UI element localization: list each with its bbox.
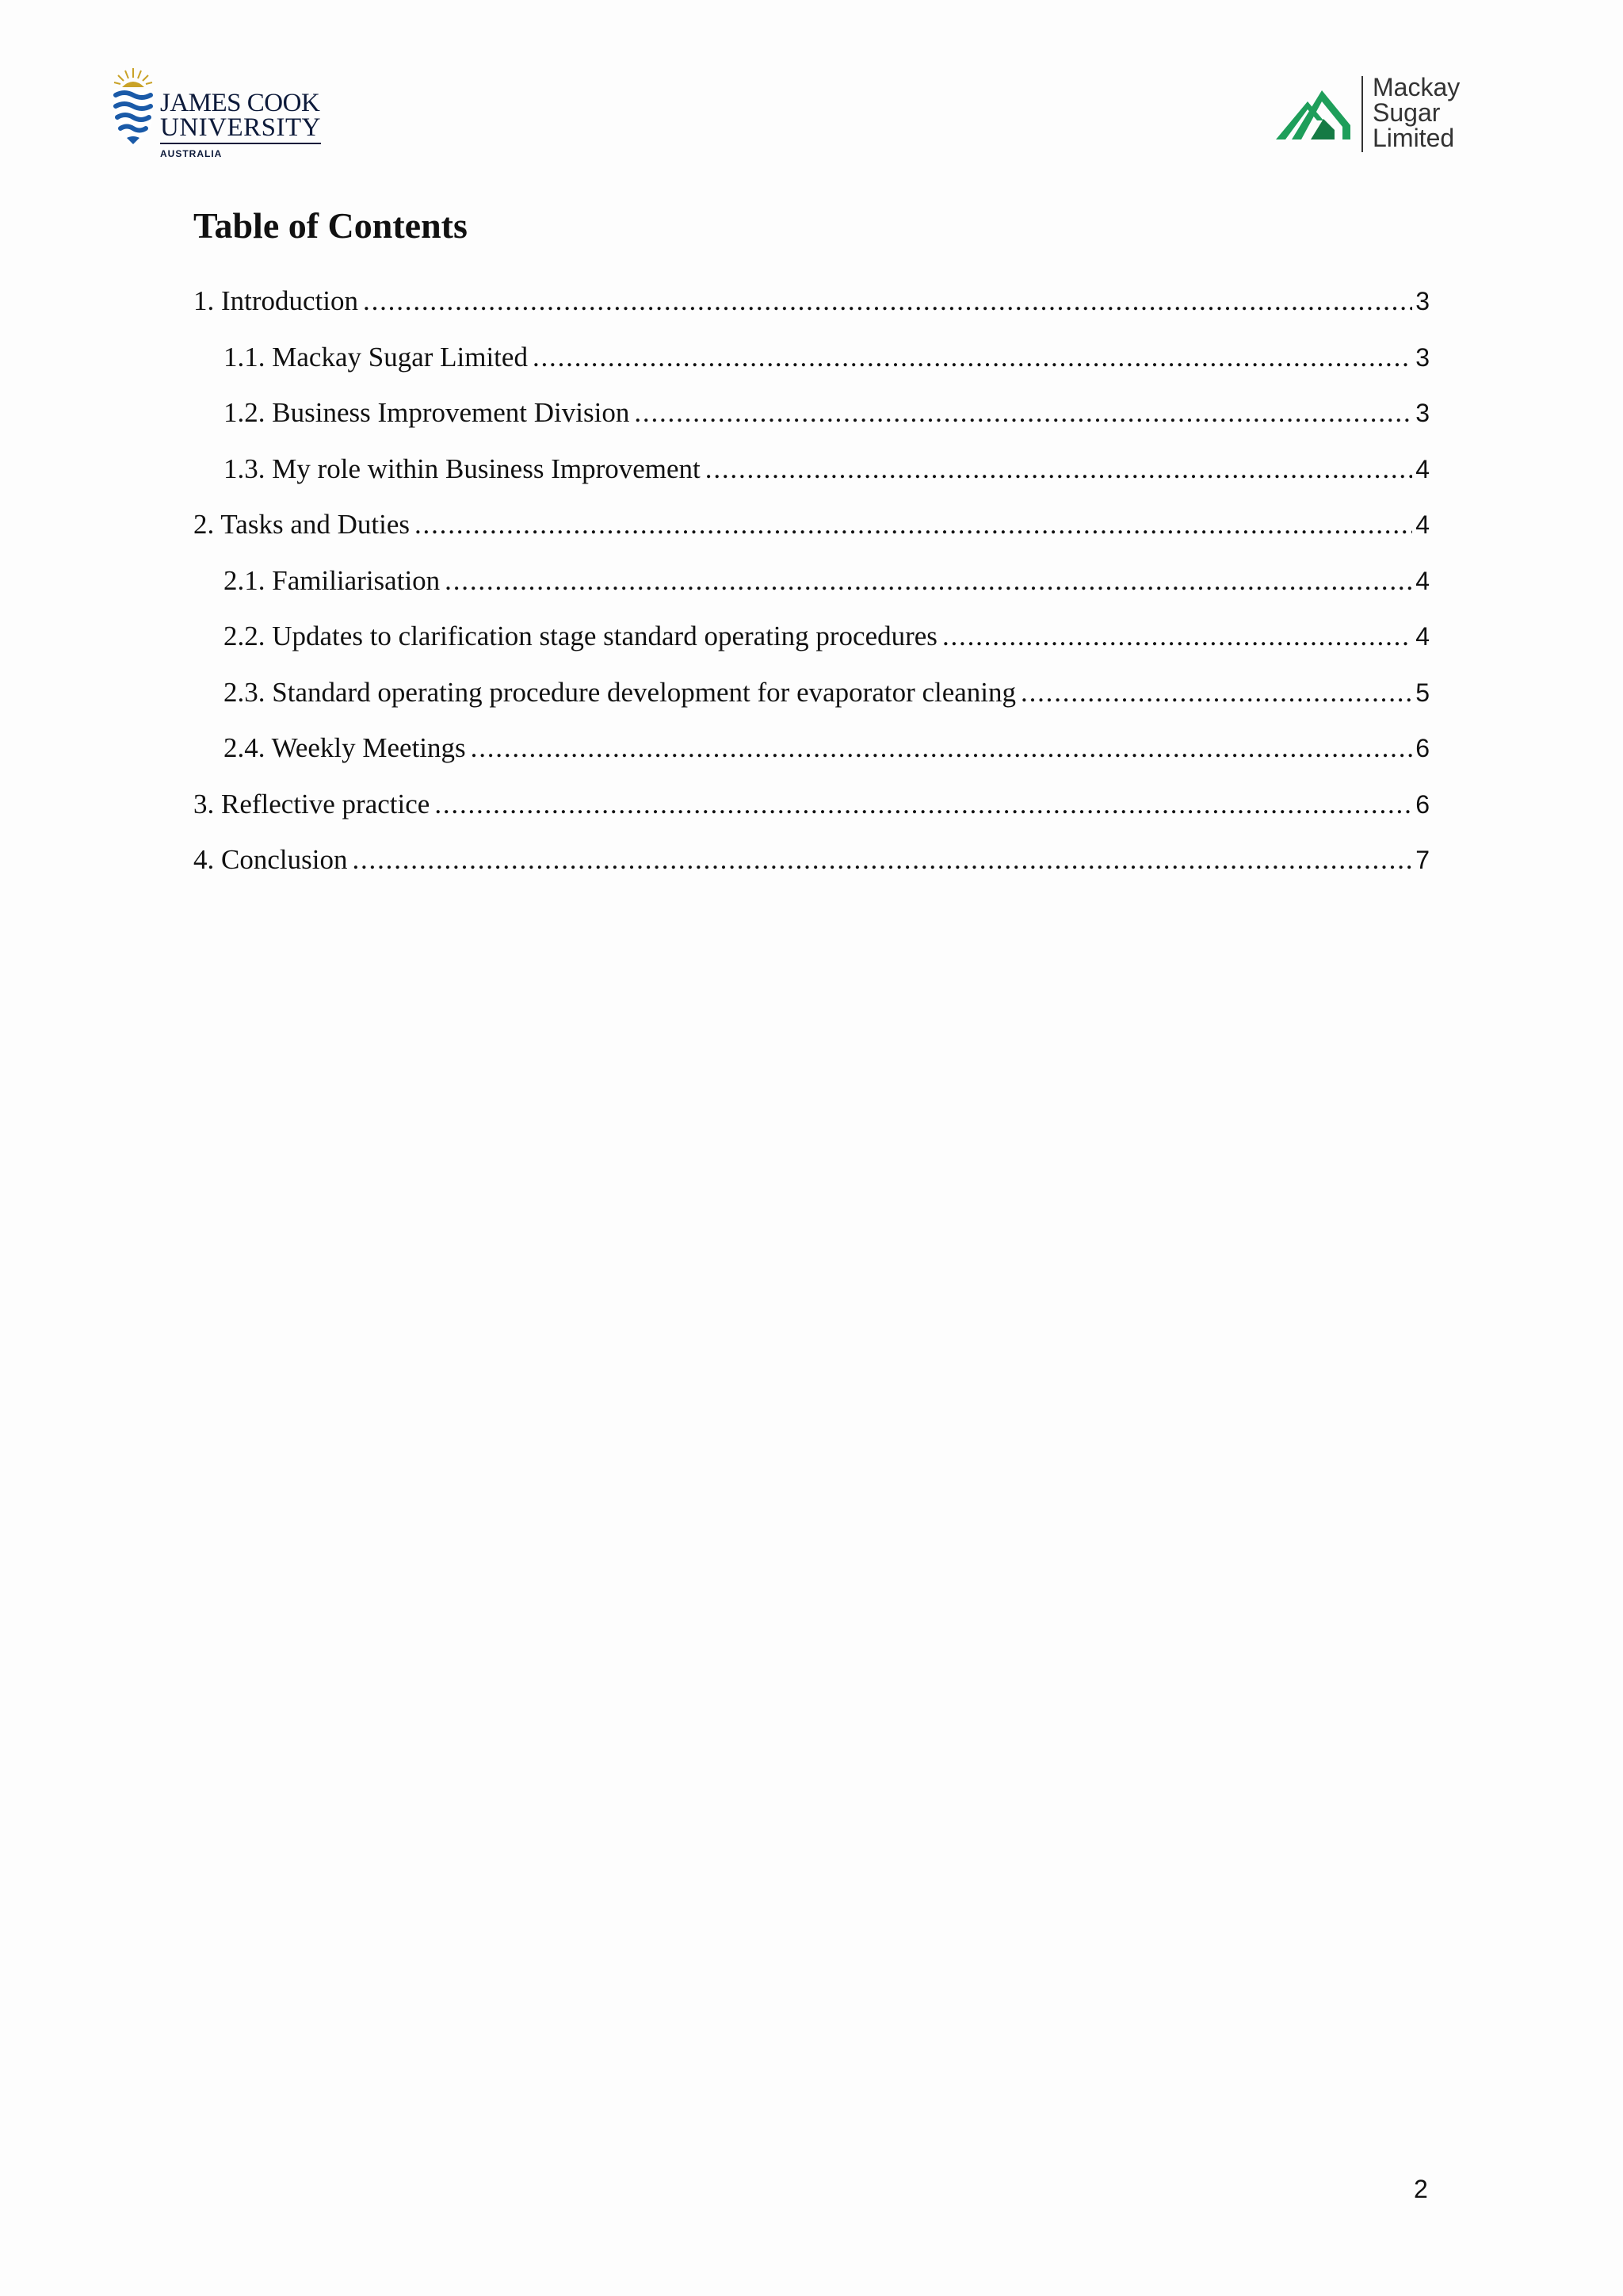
jcu-crest-icon bbox=[111, 67, 155, 149]
toc-entry[interactable] bbox=[193, 790, 1430, 846]
jcu-logo-line3: AUSTRALIA bbox=[160, 148, 223, 159]
toc-dot-leader bbox=[363, 287, 1412, 315]
toc-entry-page[interactable]: 6 bbox=[1415, 734, 1430, 762]
toc-entry-page[interactable]: 4 bbox=[1415, 566, 1430, 595]
toc-entry-page[interactable]: 6 bbox=[1415, 789, 1430, 819]
toc-entry-page[interactable]: 4 bbox=[1415, 454, 1430, 483]
toc-entry-text[interactable]: 2.4. Weekly Meetings bbox=[223, 732, 466, 763]
toc-entry-text[interactable]: 4. Conclusion bbox=[193, 844, 348, 875]
toc-dot-leader bbox=[705, 455, 1412, 483]
jcu-logo-line1: JAMES COOK bbox=[160, 89, 320, 117]
toc-entry-text[interactable]: 3. Reflective practice bbox=[193, 788, 430, 819]
toc-title: Table of Contents bbox=[193, 205, 468, 246]
toc-dot-leader bbox=[471, 734, 1413, 762]
msl-logo-line3: Limited bbox=[1373, 124, 1455, 152]
toc-entry[interactable] bbox=[193, 678, 1430, 735]
toc-entry-page[interactable]: 4 bbox=[1415, 510, 1430, 539]
msl-logo-line1: Mackay bbox=[1373, 73, 1461, 101]
toc-dot-leader bbox=[942, 622, 1412, 650]
toc-entry-text[interactable]: 2.1. Familiarisation bbox=[223, 564, 441, 596]
toc-entry[interactable] bbox=[193, 287, 1430, 343]
toc-entry-text[interactable]: 1.3. My role within Business Improvement bbox=[223, 453, 701, 484]
toc-entry-text[interactable]: 2.3. Standard operating procedure development for evaporator cleaning bbox=[223, 676, 1017, 708]
toc-entry-text[interactable]: 2.2. Updates to clarification stage standard operating procedures bbox=[223, 621, 938, 651]
james-cook-university-logo bbox=[111, 67, 325, 163]
toc-entry-text[interactable]: 1. Introduction bbox=[193, 285, 359, 316]
toc-entry-text[interactable]: 1.1. Mackay Sugar Limited bbox=[223, 341, 528, 372]
toc-entry-page[interactable]: 7 bbox=[1415, 846, 1430, 874]
toc-entry[interactable] bbox=[193, 734, 1430, 790]
toc-dot-leader bbox=[352, 846, 1412, 873]
toc-entry[interactable] bbox=[193, 399, 1430, 455]
toc-entry-page[interactable]: 3 bbox=[1415, 342, 1430, 372]
toc-entry[interactable] bbox=[193, 455, 1430, 511]
msl-logo-line2: Sugar bbox=[1373, 98, 1441, 127]
toc-entry[interactable] bbox=[193, 622, 1430, 678]
toc-entry[interactable] bbox=[193, 846, 1430, 902]
toc-dot-leader bbox=[1021, 678, 1412, 706]
mackay-sugar-chevron-icon bbox=[1276, 84, 1350, 141]
toc-entry[interactable] bbox=[193, 564, 1430, 623]
toc-entry-page[interactable]: 3 bbox=[1415, 399, 1430, 427]
toc-dot-leader bbox=[533, 343, 1412, 371]
toc-entry-page[interactable]: 3 bbox=[1415, 287, 1430, 315]
toc-dot-leader bbox=[414, 510, 1412, 538]
toc-entry[interactable] bbox=[193, 510, 1430, 567]
logo-divider bbox=[1361, 76, 1363, 152]
toc-list bbox=[193, 287, 1430, 902]
toc-dot-leader bbox=[434, 790, 1412, 818]
mackay-sugar-logo bbox=[1276, 73, 1474, 160]
toc-entry-page[interactable]: 5 bbox=[1415, 678, 1430, 707]
jcu-logo-line2: UNIVERSITY bbox=[160, 115, 321, 144]
toc-dot-leader bbox=[445, 567, 1412, 594]
page-number: 2 bbox=[1414, 2175, 1428, 2203]
toc-entry-text[interactable]: 1.2. Business Improvement Division bbox=[223, 397, 630, 428]
toc-dot-leader bbox=[634, 399, 1412, 426]
toc-entry-page[interactable]: 4 bbox=[1415, 622, 1430, 651]
toc-entry[interactable] bbox=[193, 343, 1430, 399]
toc-entry-text[interactable]: 2. Tasks and Duties bbox=[193, 509, 410, 540]
